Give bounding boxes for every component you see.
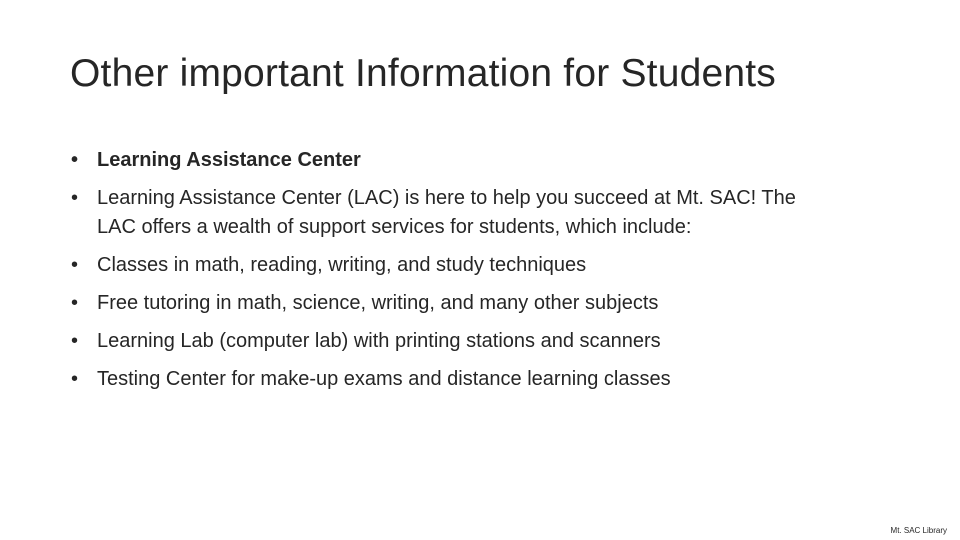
bullet-list [71,146,831,403]
footer-library-label: Mt. SAC Library [890,526,947,535]
slide-title: Other important Information for Students [70,52,777,95]
bullet-item-tutoring: • Free tutoring in math, science, writing, and many other subjects [71,289,831,318]
bullet-item-testing-center: • Testing Center for make-up exams and distance learning classes [71,365,831,394]
bullet-item-lac-description: • Learning Assistance Center (LAC) is here to help you succeed at Mt. SAC! The LAC offers a wealth of support services for students, which include: [71,184,831,242]
bullet-item-classes: • Classes in math, reading, writing, and study techniques [71,251,831,280]
bullet-item-learning-lab: • Learning Lab (computer lab) with printing stations and scanners [71,327,831,356]
bullet-item-lac-heading: • Learning Assistance Center [71,146,831,175]
